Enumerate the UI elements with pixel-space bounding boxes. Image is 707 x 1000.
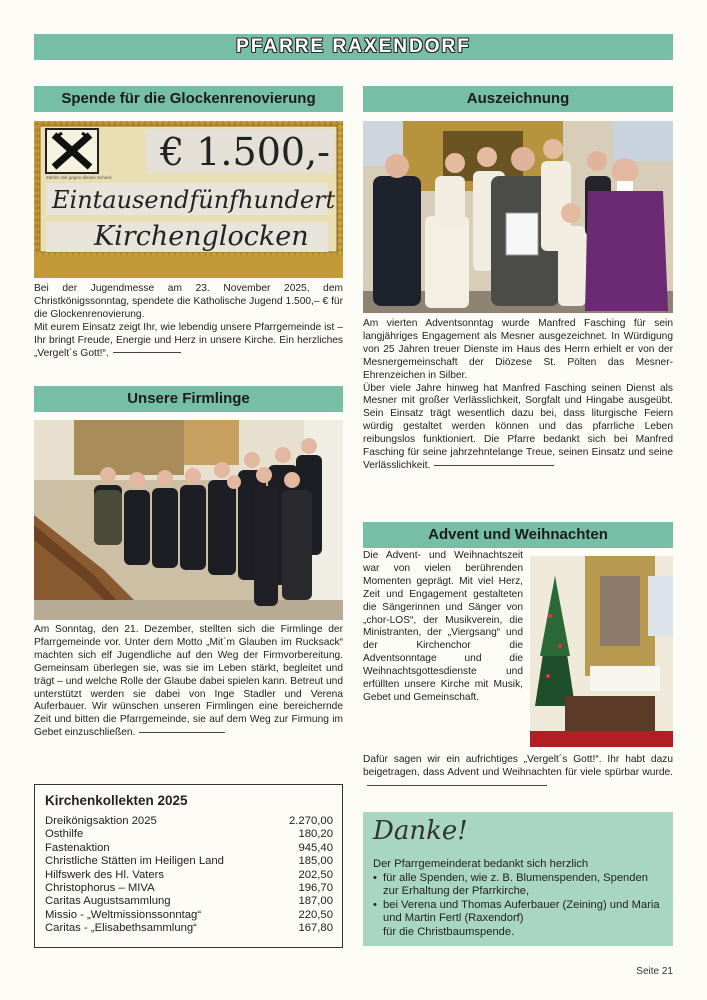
advent-paragraph-2: Dafür sagen wir ein aufrichtiges „Vergelt´s Gott!“. Ihr habt dazu beigetragen, dass Advent und Weihnachten für viele spürbar wurde. xyxy=(363,754,673,778)
danke-body xyxy=(373,858,665,939)
row-label: Osthilfe xyxy=(45,828,84,841)
danke-item: bei Verena und Thomas Auferbauer (Zeining) und Maria und Martin Fertl (Raxendorf) xyxy=(383,898,660,924)
row-label: Fastenaktion xyxy=(45,841,110,854)
row-amount: 196,70 xyxy=(298,882,333,895)
glocken-text xyxy=(34,283,343,360)
row-amount: 180,20 xyxy=(298,828,333,841)
table-row xyxy=(45,855,333,868)
row-label: Caritas Augustsammlung xyxy=(45,895,171,908)
row-amount: 185,00 xyxy=(298,855,333,868)
firmlinge-photo xyxy=(34,420,343,620)
row-amount: 202,50 xyxy=(298,868,333,881)
kollekten-box xyxy=(34,784,343,948)
danke-box xyxy=(363,812,673,946)
firmlinge-text xyxy=(34,624,343,740)
table-row xyxy=(45,815,333,828)
advent-heading: Advent und Weihnachten xyxy=(363,522,673,548)
cheque-photo xyxy=(34,121,343,278)
auszeichnung-heading: Auszeichnung xyxy=(363,86,673,112)
danke-title: Danke! xyxy=(373,816,468,846)
cheque-purpose: Kirchenglocken xyxy=(94,221,309,252)
row-amount: 167,80 xyxy=(298,922,333,935)
kollekten-heading: Kirchenkollekten 2025 xyxy=(45,793,188,808)
auszeichnung-paragraph-2: Über viele Jahre hinweg hat Manfred Fasching seinen Dienst als Mesner mit großer Verlässlichkeit, Sorgfalt und Hingabe ausgeübt. Sein Einsatz trägt wesentlich dazu bei, dass liturgische Feiern würdig gestaltet werden können und das pfarrliche Leben reibungslos funktioniert. Die Pfarre bedankt sich bei Manfred Fasching für seine jahrzehntelange Treue, seinen Einsatz und seine Verlässlichkeit. xyxy=(363,382,673,471)
row-label: Dreikönigsaktion 2025 xyxy=(45,815,157,827)
row-label: Christliche Stätten im Heiligen Land xyxy=(45,855,224,868)
page-banner: PFARRE RAXENDORF xyxy=(34,34,673,60)
row-amount: 220,50 xyxy=(298,908,333,921)
firmlinge-heading: Unsere Firmlinge xyxy=(34,386,343,412)
advent-text-2 xyxy=(363,754,673,793)
row-label: Hilfswerk des Hl. Vaters xyxy=(45,868,165,881)
advent-photo xyxy=(530,556,673,747)
award-photo-illustration xyxy=(363,121,673,313)
table-row xyxy=(45,828,333,841)
cheque-small-label: Zahlen Sie gegen diesen Scheck xyxy=(46,175,112,180)
glocken-paragraph-1: Bei der Jugendmesse am 23. November 2025, dem Christkönigssonntag, spendete die Katholische Jugend 1.500,– € für die Glockenrenovierung. xyxy=(34,283,343,320)
list-item: • bei Verena und Thomas Auferbauer (Zeining) und Maria und Martin Fertl (Raxendorf) xyxy=(373,899,665,926)
end-rule xyxy=(113,352,181,353)
end-rule xyxy=(139,732,225,733)
row-amount: 945,40 xyxy=(298,841,333,854)
christmas-altar-illustration xyxy=(530,556,673,747)
row-label: Missio - „Weltmissionssonntag“ xyxy=(45,908,202,921)
row-label: Caritas - „Elisabethsammlung“ xyxy=(45,922,197,935)
cheque-amount: € 1.500,- xyxy=(160,130,330,174)
table-row xyxy=(45,909,333,922)
list-item: • für alle Spenden, wie z. B. Blumenspenden, Spenden zur Erhaltung der Pfarrkirche, xyxy=(373,872,665,899)
group-photo-illustration xyxy=(34,420,343,620)
glocken-paragraph-2: Mit eurem Einsatz zeigt Ihr, wie lebendig unsere Pfarrgemeinde ist – Ihr bringt Freude, Energie und Herz in unsere Kirche. Ein herzliches „Vergelt´s Gott!“. xyxy=(34,321,343,359)
danke-item: für alle Spenden, wie z. B. Blumenspenden, Spenden zur Erhaltung der Pfarrkirche, xyxy=(383,871,648,897)
advent-text xyxy=(363,550,523,705)
cheque-words: Eintausendfünfhundert xyxy=(52,186,336,214)
auszeichnung-text xyxy=(363,318,673,473)
table-row xyxy=(45,842,333,855)
auszeichnung-paragraph-1: Am vierten Adventsonntag wurde Manfred Fasching für sein langjähriges Engagement als Mesner ausgezeichnet. In Würdigung von 25 Jahren treuer Dienste im Haus des Herrn erhielt er von der Mesnergemeinschaft der Diözese St. Pölten das Mesner-Ehrenzeichen in Silber. xyxy=(363,318,673,381)
danke-closing: für die Christbaumspende. xyxy=(383,925,515,938)
end-rule xyxy=(367,785,547,786)
row-amount: 2.270,00 xyxy=(289,815,333,827)
table-row xyxy=(45,895,333,908)
raiffeisen-logo-icon xyxy=(46,129,98,173)
end-rule xyxy=(434,465,554,466)
danke-intro: Der Pfarrgemeinderat bedankt sich herzlich xyxy=(373,858,589,870)
page-number: Seite 21 xyxy=(636,966,673,977)
table-row xyxy=(45,922,333,935)
glocken-heading: Spende für die Glockenrenovierung xyxy=(34,86,343,112)
row-label: Christophorus – MIVA xyxy=(45,882,155,895)
kollekten-table xyxy=(45,815,333,936)
row-amount: 187,00 xyxy=(298,895,333,908)
advent-paragraph-1: Die Advent- und Weihnachtszeit war von vielen berührenden Momenten geprägt. Mit viel Herz, Zeit und Engagement gestalteten die Sängerinnen und Sänger von „chor-LOS“, der Musikverein, die Ministranten, der „Viergsang“ und der Kirchenchor die Adventsonntage und die Weihnachtsgottesdienste und erfüllten unsere Kirche mit Musik, Gebet und Gemeinschaft. xyxy=(363,550,523,703)
auszeichnung-photo xyxy=(363,121,673,313)
table-row xyxy=(45,869,333,882)
table-row xyxy=(45,882,333,895)
firmlinge-paragraph: Am Sonntag, den 21. Dezember, stellten sich die Firmlinge der Pfarrgemeinde vor. Unter dem Motto „Mit´m Glauben im Rucksack“ machten sich elf Jugendliche auf den Weg der Firmvorbereitung. Gemeinsam überlegen sie, was sie im Leben stärkt, begleitet und trägt – und welche Rolle der Glaube dabei spielen kann. Betreut und unterstützt werden sie dabei von Inge Stadler und Verena Auferbauer. Wir wünschen unseren Firmlingen eine bereichernde Zeit und bitten die Pfarrgemeinde, sie auf dem Weg zur Firmung im Gebet einzuschließen. xyxy=(34,624,343,739)
